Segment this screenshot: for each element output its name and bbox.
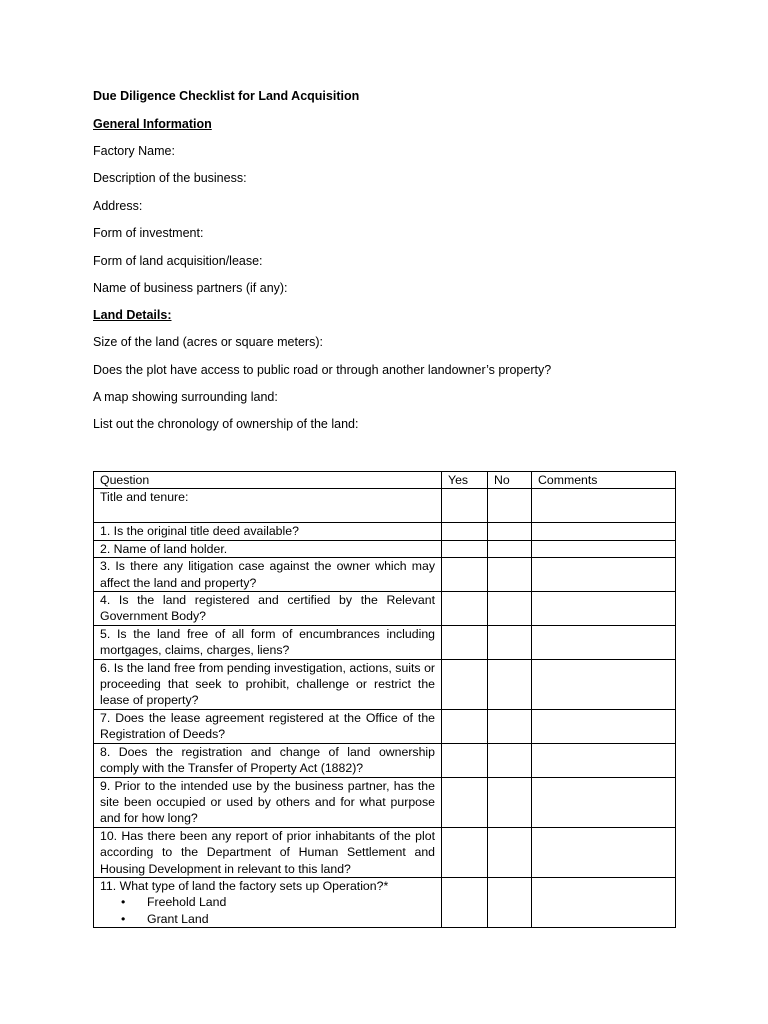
question-cell xyxy=(94,877,442,927)
table-row xyxy=(94,558,676,592)
no-cell[interactable] xyxy=(488,489,532,523)
option-grant-land: • Grant Land xyxy=(147,911,435,927)
no-cell[interactable] xyxy=(488,523,532,540)
option-freehold-land: • Freehold Land xyxy=(147,894,435,910)
header-question: Question xyxy=(94,472,442,489)
table-row xyxy=(94,489,676,523)
table-row xyxy=(94,523,676,540)
field-address: Address: xyxy=(93,199,143,213)
table-row xyxy=(94,625,676,659)
yes-cell[interactable] xyxy=(442,827,488,877)
comments-cell[interactable] xyxy=(532,877,676,927)
land-details-heading: Land Details: xyxy=(93,308,172,322)
yes-cell[interactable] xyxy=(442,558,488,592)
question-cell: 2. Name of land holder. xyxy=(94,540,442,557)
header-no: No xyxy=(488,472,532,489)
field-business-description: Description of the business: xyxy=(93,171,247,185)
no-cell[interactable] xyxy=(488,659,532,709)
no-cell[interactable] xyxy=(488,625,532,659)
yes-cell[interactable] xyxy=(442,540,488,557)
comments-cell[interactable] xyxy=(532,489,676,523)
yes-cell[interactable] xyxy=(442,709,488,743)
question-cell: 5. Is the land free of all form of encumbrances including mortgages, claims, charges, liens? xyxy=(94,625,442,659)
table-header-row xyxy=(94,472,676,489)
section-label-title-tenure: Title and tenure: xyxy=(94,489,442,523)
field-form-of-land-acquisition: Form of land acquisition/lease: xyxy=(93,254,263,268)
table-row xyxy=(94,709,676,743)
header-comments: Comments xyxy=(532,472,676,489)
land-type-options xyxy=(100,894,435,927)
comments-cell[interactable] xyxy=(532,523,676,540)
question-cell: 4. Is the land registered and certified by the Relevant Government Body? xyxy=(94,592,442,626)
table-row xyxy=(94,659,676,709)
no-cell[interactable] xyxy=(488,827,532,877)
table-row xyxy=(94,743,676,777)
question-cell: 9. Prior to the intended use by the business partner, has the site been occupied or used by others and for what purpose and for how long? xyxy=(94,777,442,827)
no-cell[interactable] xyxy=(488,709,532,743)
comments-cell[interactable] xyxy=(532,827,676,877)
yes-cell[interactable] xyxy=(442,877,488,927)
comments-cell[interactable] xyxy=(532,540,676,557)
no-cell[interactable] xyxy=(488,743,532,777)
table-row xyxy=(94,827,676,877)
land-type-question: 11. What type of land the factory sets up Operation?* xyxy=(100,878,389,893)
yes-cell[interactable] xyxy=(442,659,488,709)
field-business-partners: Name of business partners (if any): xyxy=(93,281,288,295)
field-surrounding-map: A map showing surrounding land: xyxy=(93,390,278,404)
question-cell: 10. Has there been any report of prior inhabitants of the plot according to the Department of Human Settlement and Housing Development in relevant to this land? xyxy=(94,827,442,877)
yes-cell[interactable] xyxy=(442,625,488,659)
yes-cell[interactable] xyxy=(442,489,488,523)
question-cell: 1. Is the original title deed available? xyxy=(94,523,442,540)
comments-cell[interactable] xyxy=(532,777,676,827)
question-cell: 7. Does the lease agreement registered at the Office of the Registration of Deeds? xyxy=(94,709,442,743)
field-form-of-investment: Form of investment: xyxy=(93,226,204,240)
no-cell[interactable] xyxy=(488,592,532,626)
document-title: Due Diligence Checklist for Land Acquisition xyxy=(93,89,360,103)
comments-cell[interactable] xyxy=(532,709,676,743)
question-cell: 3. Is there any litigation case against the owner which may affect the land and property? xyxy=(94,558,442,592)
no-cell[interactable] xyxy=(488,558,532,592)
field-land-size: Size of the land (acres or square meters): xyxy=(93,335,323,349)
field-road-access: Does the plot have access to public road or through another landowner’s property? xyxy=(93,363,552,377)
yes-cell[interactable] xyxy=(442,523,488,540)
table-row xyxy=(94,592,676,626)
table-row xyxy=(94,777,676,827)
no-cell[interactable] xyxy=(488,540,532,557)
yes-cell[interactable] xyxy=(442,743,488,777)
table-row xyxy=(94,877,676,927)
comments-cell[interactable] xyxy=(532,558,676,592)
comments-cell[interactable] xyxy=(532,743,676,777)
yes-cell[interactable] xyxy=(442,777,488,827)
no-cell[interactable] xyxy=(488,877,532,927)
field-ownership-chronology: List out the chronology of ownership of the land: xyxy=(93,417,359,431)
table-row xyxy=(94,540,676,557)
general-information-heading: General Information xyxy=(93,117,212,131)
no-cell[interactable] xyxy=(488,777,532,827)
comments-cell[interactable] xyxy=(532,625,676,659)
question-cell: 8. Does the registration and change of land ownership comply with the Transfer of Property Act (1882)? xyxy=(94,743,442,777)
field-factory-name: Factory Name: xyxy=(93,144,175,158)
yes-cell[interactable] xyxy=(442,592,488,626)
comments-cell[interactable] xyxy=(532,592,676,626)
header-yes: Yes xyxy=(442,472,488,489)
comments-cell[interactable] xyxy=(532,659,676,709)
question-cell: 6. Is the land free from pending investigation, actions, suits or proceeding that seek to prohibit, challenge or restrict the lease of property? xyxy=(94,659,442,709)
due-diligence-table xyxy=(93,471,676,928)
